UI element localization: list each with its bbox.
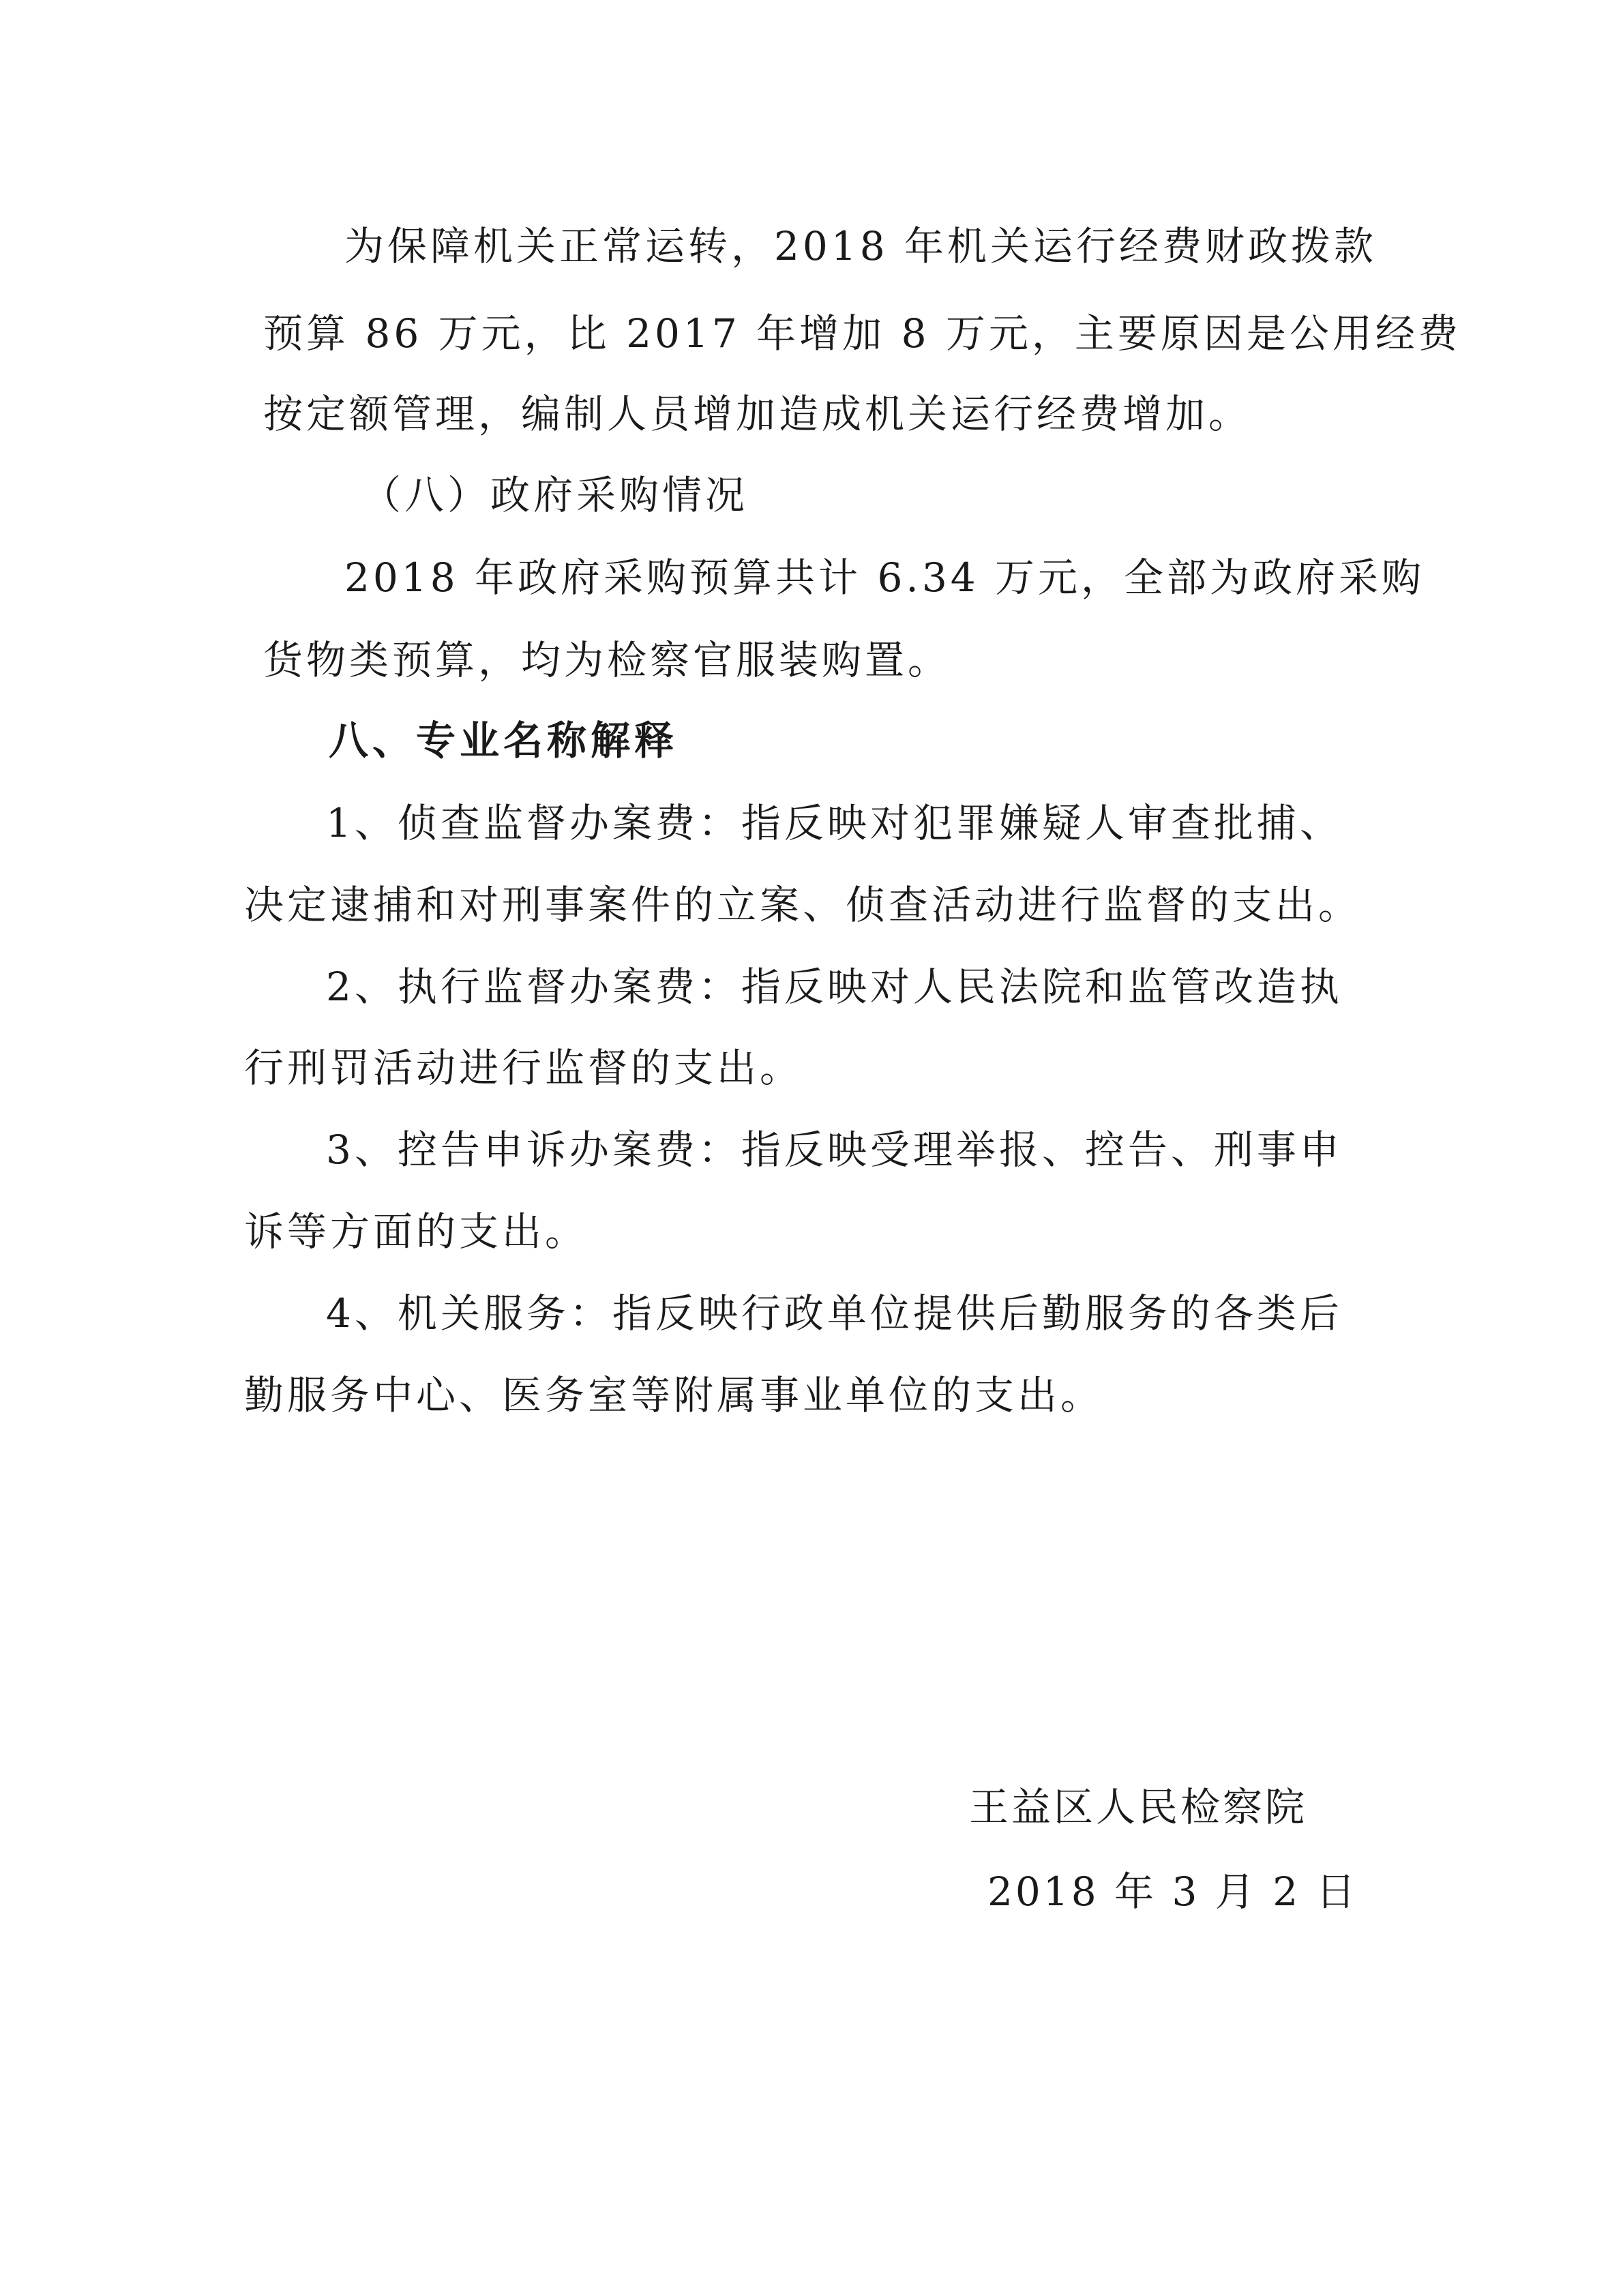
paragraph-operating-budget-line-1: 为保障机关正常运转，2018 年机关运行经费财政拨款 <box>344 223 1378 269</box>
definition-4-line-1: 4、机关服务：指反映行政单位提供后勤服务的各类后 <box>326 1290 1343 1337</box>
signature-organization: 王益区人民检察院 <box>969 1784 1308 1830</box>
signature-date: 2018 年 3 月 2 日 <box>987 1868 1358 1915</box>
definition-1-line-2: 决定逮捕和对刑事案件的立案、侦查活动进行监督的支出。 <box>244 882 1362 928</box>
section-heading: 八、专业名称解释 <box>329 717 679 764</box>
paragraph-procurement-line-2: 货物类预算，均为检察官服装购置。 <box>263 637 951 683</box>
definition-3-line-1: 3、控告申诉办案费：指反映受理举报、控告、刑事申 <box>326 1127 1343 1173</box>
definition-3-line-2: 诉等方面的支出。 <box>244 1208 589 1255</box>
definition-1-line-1: 1、侦查监督办案费：指反映对犯罪嫌疑人审查批捕、 <box>326 800 1343 846</box>
definition-2-line-2: 行刑罚活动进行监督的支出。 <box>244 1045 803 1091</box>
paragraph-procurement-line-1: 2018 年政府采购预算共计 6.34 万元，全部为政府采购 <box>344 554 1425 601</box>
paragraph-operating-budget-line-2: 预算 86 万元，比 2017 年增加 8 万元，主要原因是公用经费 <box>263 310 1461 357</box>
procurement-heading: （八）政府采购情况 <box>361 472 749 518</box>
paragraph-operating-budget-line-3: 按定额管理，编制人员增加造成机关运行经费增加。 <box>263 391 1252 437</box>
definition-4-line-2: 勤服务中心、医务室等附属事业单位的支出。 <box>244 1372 1104 1418</box>
definition-2-line-1: 2、执行监督办案费：指反映对人民法院和监管改造执 <box>326 964 1343 1010</box>
